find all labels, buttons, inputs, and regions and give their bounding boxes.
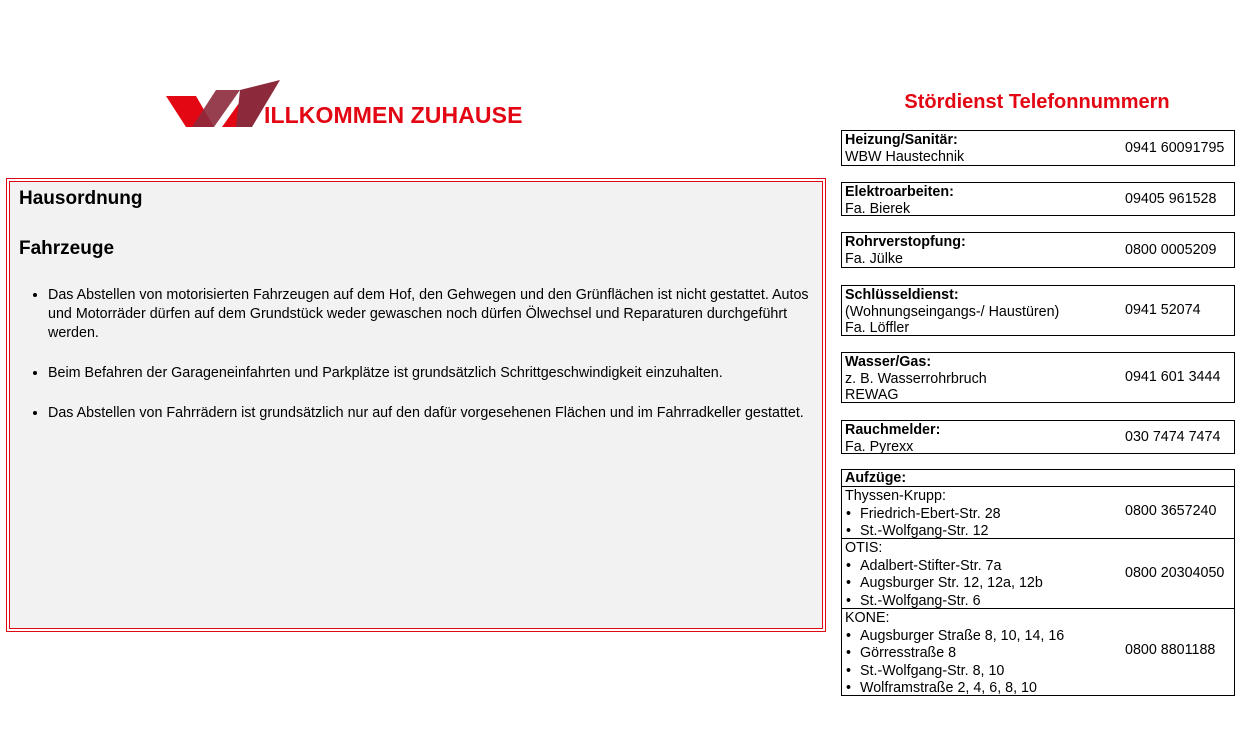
- hausordnung-panel-inner: [9, 181, 823, 629]
- aufzuege-label: Aufzüge:: [841, 469, 1235, 487]
- address-item: • Görresstraße 8: [860, 645, 1234, 663]
- phone-number: 0941 601 3444: [1125, 369, 1221, 385]
- phone-number: 0941 52074: [1125, 302, 1201, 318]
- phone-number: 09405 961528: [1125, 191, 1217, 207]
- provider-name: KONE:: [845, 610, 890, 626]
- address-item: • Friedrich-Ebert-Str. 28: [860, 506, 1234, 524]
- entry-label: Rohrverstopfung:: [845, 234, 966, 250]
- entry-label: Heizung/Sanitär:: [845, 132, 958, 148]
- phone-entry-wasser: [841, 352, 1235, 403]
- address-item: • St.-Wolfgang-Str. 12: [860, 523, 1234, 541]
- entry-line: Fa. Pyrexx: [845, 438, 914, 455]
- aufzug-provider-kone: [841, 608, 1235, 696]
- phone-number: 0800 20304050: [1125, 565, 1225, 581]
- page-title: Hausordnung: [19, 188, 143, 209]
- entry-line: Fa. Jülke: [845, 250, 904, 267]
- entry-line: z. B. Wasserrohrbruch: [845, 370, 987, 387]
- stoerdienst-title: Stördienst Telefonnummern: [904, 91, 1170, 113]
- address-item: • Adalbert-Stifter-Str. 7a: [860, 558, 1234, 576]
- entry-label: Schlüsseldienst:: [845, 287, 959, 303]
- section-title: Fahrzeuge: [19, 238, 115, 259]
- entry-line: REWAG: [845, 387, 899, 403]
- aufzug-provider-thyssen: [841, 486, 1235, 539]
- phone-entry-rohr: [841, 232, 1235, 268]
- phone-entry-elektro: [841, 182, 1235, 216]
- phone-number: 0941 60091795: [1125, 140, 1225, 156]
- aufzug-provider-otis: [841, 538, 1235, 609]
- logo-text: ILLKOMMEN ZUHAUSE: [264, 102, 523, 128]
- phone-entry-rauchmelder: [841, 420, 1235, 454]
- phone-number: 0800 0005209: [1125, 242, 1217, 258]
- rule-item: • Beim Befahren der Garageneinfahrten und Parkplätze ist grundsätzlich Schrittgeschwindigkeit einzuhalten.: [48, 364, 814, 383]
- rule-item: • Das Abstellen von motorisierten Fahrzeugen auf dem Hof, den Gehwegen und den Grünflächen ist nicht gestattet. Autos und Motorräder dürfen auf dem Grundstück weder gewaschen noch dürfen Ölwechsel und Reparaturen durchgeführt werden.: [48, 286, 814, 343]
- phone-entry-heizung: [841, 130, 1235, 166]
- phone-number: 0800 3657240: [1125, 503, 1217, 519]
- entry-line: Fa. Bierek: [845, 200, 911, 217]
- provider-name: OTIS:: [845, 540, 883, 556]
- address-item: • Augsburger Straße 8, 10, 14, 16: [860, 628, 1234, 646]
- address-item: • St.-Wolfgang-Str. 6: [860, 593, 1234, 611]
- address-list: [845, 628, 1234, 698]
- phone-entry-schluessel: [841, 285, 1235, 336]
- address-item: • Augsburger Str. 12, 12a, 12b: [860, 575, 1234, 593]
- entry-label: Elektroarbeiten:: [845, 184, 954, 200]
- entry-line: Fa. Löffler: [845, 320, 910, 336]
- entry-label: Rauchmelder:: [845, 422, 941, 438]
- logo: [166, 78, 526, 130]
- phone-number: 0800 8801188: [1125, 642, 1216, 658]
- rules-list: [19, 286, 814, 423]
- provider-name: Thyssen-Krupp:: [845, 488, 946, 504]
- phone-number: 030 7474 7474: [1125, 429, 1221, 445]
- address-item: • St.-Wolfgang-Str. 8, 10: [860, 663, 1234, 681]
- entry-label: Wasser/Gas:: [845, 354, 932, 370]
- entry-line: WBW Haustechnik: [845, 148, 965, 165]
- hausordnung-panel: [6, 178, 826, 632]
- rule-item: • Das Abstellen von Fahrrädern ist grundsätzlich nur auf den dafür vorgesehenen Flächen und im Fahrradkeller gestattet.: [48, 404, 814, 423]
- entry-line: (Wohnungseingangs-/ Haustüren): [845, 303, 1060, 320]
- address-item: • Wolframstraße 2, 4, 6, 8, 10: [860, 680, 1234, 698]
